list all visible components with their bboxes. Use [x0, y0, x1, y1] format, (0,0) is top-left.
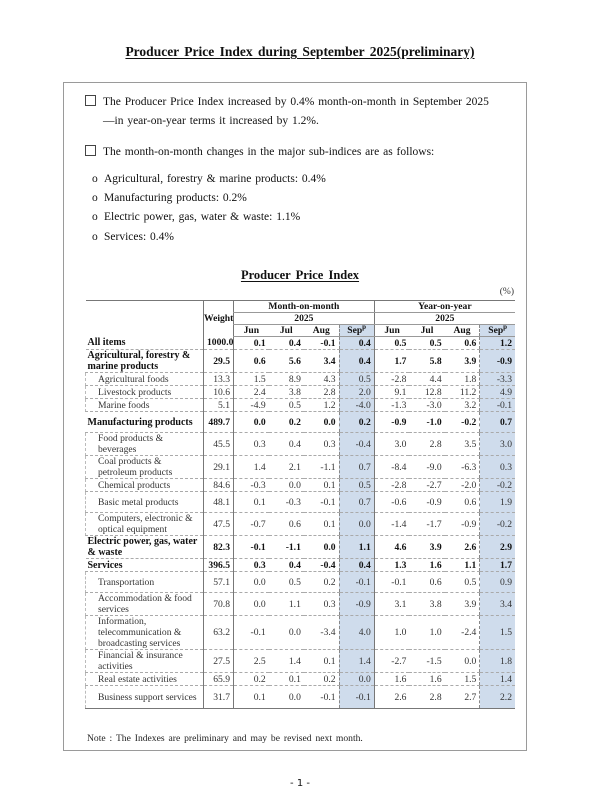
yoy-value-sep: 1.9 — [480, 492, 515, 513]
yoy-value-jun: 0.5 — [374, 337, 409, 350]
row-weight: 84.6 — [204, 479, 234, 492]
mom-value-aug: -3.4 — [304, 616, 339, 650]
yoy-value-jul: 3.9 — [409, 536, 444, 559]
yoy-value-jun: -1.3 — [374, 399, 409, 412]
row-weight: 10.6 — [204, 386, 234, 399]
mom-value-aug: 1.2 — [304, 399, 339, 412]
mom-month-header-aug: Aug — [304, 325, 339, 337]
mom-value-sep: -0.1 — [339, 686, 374, 709]
mom-value-sep: 0.2 — [339, 412, 374, 433]
yoy-value-aug: 1.8 — [445, 373, 480, 386]
yoy-value-jul: 0.6 — [409, 572, 444, 593]
mom-value-jun: -0.1 — [234, 536, 269, 559]
summary-paragraph-2: The month-on-month changes in the major sub-indices are as follows: — [85, 143, 525, 162]
row-label: Information, telecommunication & broadcasting services — [86, 616, 204, 650]
yoy-value-jul: 1.6 — [409, 673, 444, 686]
mom-value-jun: 1.4 — [234, 456, 269, 479]
row-weight: 1000.0 — [204, 337, 234, 350]
yoy-year-header: 2025 — [374, 313, 515, 325]
yoy-value-jul: -3.0 — [409, 399, 444, 412]
yoy-value-aug: 0.6 — [445, 337, 480, 350]
row-weight: 29.5 — [204, 350, 234, 373]
yoy-value-jun: -2.8 — [374, 479, 409, 492]
yoy-value-jul: 2.8 — [409, 686, 444, 709]
sub-index-bullet-list — [92, 170, 326, 247]
yoy-value-sep: 1.4 — [480, 673, 515, 686]
mom-value-sep: -0.9 — [339, 593, 374, 616]
mom-value-jun: -0.3 — [234, 479, 269, 492]
yoy-month-header-jul: Jul — [409, 325, 444, 337]
yoy-value-sep: 1.2 — [480, 337, 515, 350]
mom-value-aug: -0.1 — [304, 337, 339, 350]
row-label: Services — [86, 559, 204, 572]
mom-value-aug: 0.0 — [304, 412, 339, 433]
mom-value-aug: 3.4 — [304, 350, 339, 373]
row-label: Coal products & petroleum products — [86, 456, 204, 479]
mom-header: Month-on-month — [234, 301, 375, 313]
mom-value-jun: 2.4 — [234, 386, 269, 399]
table-row — [86, 479, 516, 492]
mom-value-jun: -0.7 — [234, 513, 269, 536]
row-label: Chemical products — [86, 479, 204, 492]
row-label: Agricultural, forestry & marine products — [86, 350, 204, 373]
bullet-marker-icon: o — [92, 173, 98, 185]
mom-value-jun: 0.0 — [234, 412, 269, 433]
row-label: Electric power, gas, water & waste — [86, 536, 204, 559]
mom-value-jul: 0.0 — [269, 479, 304, 492]
mom-value-jun: 0.2 — [234, 673, 269, 686]
table-row — [86, 492, 516, 513]
yoy-value-jul: -0.9 — [409, 492, 444, 513]
yoy-value-jul: -2.7 — [409, 479, 444, 492]
yoy-value-jul: -1.5 — [409, 650, 444, 673]
row-label: Livestock products — [86, 386, 204, 399]
mom-value-sep: -0.4 — [339, 433, 374, 456]
yoy-value-jun: 2.6 — [374, 686, 409, 709]
table-row — [86, 399, 516, 412]
table-row — [86, 559, 516, 572]
mom-value-sep: 0.0 — [339, 513, 374, 536]
row-label: Transportation — [86, 572, 204, 593]
yoy-value-jul: 1.6 — [409, 559, 444, 572]
yoy-value-aug: 2.7 — [445, 686, 480, 709]
yoy-header: Year-on-year — [374, 301, 515, 313]
mom-value-sep: -0.1 — [339, 572, 374, 593]
mom-value-sep: 0.5 — [339, 373, 374, 386]
yoy-value-aug: 3.2 — [445, 399, 480, 412]
yoy-value-aug: 3.9 — [445, 350, 480, 373]
yoy-value-sep: -0.2 — [480, 513, 515, 536]
mom-value-jun: 0.1 — [234, 686, 269, 709]
mom-value-aug: -0.4 — [304, 559, 339, 572]
yoy-value-aug: 0.5 — [445, 572, 480, 593]
yoy-value-sep: 2.9 — [480, 536, 515, 559]
bullet-marker-icon: o — [92, 230, 98, 243]
yoy-month-header-jun: Jun — [374, 325, 409, 337]
mom-value-sep: 2.0 — [339, 386, 374, 399]
yoy-value-sep: 4.9 — [480, 386, 515, 399]
mom-value-jun: 2.5 — [234, 650, 269, 673]
yoy-value-jun: -8.4 — [374, 456, 409, 479]
row-weight: 5.1 — [204, 399, 234, 412]
row-label: Real estate activities — [86, 673, 204, 686]
yoy-value-aug: 0.6 — [445, 492, 480, 513]
yoy-value-jul: 12.8 — [409, 386, 444, 399]
mom-value-sep: 4.0 — [339, 616, 374, 650]
yoy-value-aug: -2.0 — [445, 479, 480, 492]
table-row — [86, 536, 516, 559]
row-label: Accommodation & food services — [86, 593, 204, 616]
row-label: Business support services — [86, 686, 204, 709]
mom-value-jul: 0.4 — [269, 433, 304, 456]
yoy-value-jun: -0.6 — [374, 492, 409, 513]
yoy-value-jun: 1.3 — [374, 559, 409, 572]
mom-value-jul: 0.2 — [269, 412, 304, 433]
mom-value-jun: 0.6 — [234, 350, 269, 373]
yoy-value-sep: -0.9 — [480, 350, 515, 373]
yoy-value-aug: -6.3 — [445, 456, 480, 479]
table-row — [86, 616, 516, 650]
mom-year-header: 2025 — [234, 313, 375, 325]
yoy-value-jul: 5.8 — [409, 350, 444, 373]
yoy-value-jun: -0.1 — [374, 572, 409, 593]
yoy-value-aug: -2.4 — [445, 616, 480, 650]
mom-value-aug: 0.2 — [304, 673, 339, 686]
unit-label: (%) — [499, 287, 514, 297]
row-weight: 13.3 — [204, 373, 234, 386]
table-row — [86, 386, 516, 399]
bullet-item: o Manufacturing products: 0.2% — [92, 189, 326, 208]
mom-value-aug: -0.1 — [304, 686, 339, 709]
mom-value-jul: 0.0 — [269, 686, 304, 709]
row-weight: 57.1 — [204, 572, 234, 593]
yoy-value-aug: 1.1 — [445, 559, 480, 572]
checkbox-square-icon — [85, 145, 96, 156]
preliminary-mark: p — [503, 323, 508, 331]
yoy-value-aug: -0.2 — [445, 412, 480, 433]
mom-value-aug: 4.3 — [304, 373, 339, 386]
yoy-value-sep: 0.9 — [480, 572, 515, 593]
row-weight: 27.5 — [204, 650, 234, 673]
mom-value-sep: 0.4 — [339, 559, 374, 572]
mom-value-jun: 1.5 — [234, 373, 269, 386]
row-label: All items — [86, 337, 204, 350]
yoy-value-jul: 1.0 — [409, 616, 444, 650]
yoy-value-aug: 1.5 — [445, 673, 480, 686]
mom-value-jul: 0.1 — [269, 673, 304, 686]
row-weight: 396.5 — [204, 559, 234, 572]
table-row — [86, 513, 516, 536]
row-label: Marine foods — [86, 399, 204, 412]
yoy-value-sep: -3.3 — [480, 373, 515, 386]
table-row — [86, 433, 516, 456]
mom-value-jun: 0.1 — [234, 492, 269, 513]
yoy-value-jul: 2.8 — [409, 433, 444, 456]
yoy-value-sep: 0.7 — [480, 412, 515, 433]
mom-month-header-jun: Jun — [234, 325, 269, 337]
mom-value-aug: -1.1 — [304, 456, 339, 479]
mom-value-sep: 1.1 — [339, 536, 374, 559]
row-label: Basic metal products — [86, 492, 204, 513]
mom-value-jun: 0.0 — [234, 593, 269, 616]
mom-value-jul: 0.0 — [269, 616, 304, 650]
checkbox-square-icon — [85, 95, 96, 106]
row-label: Financial & insurance activities — [86, 650, 204, 673]
row-weight: 29.1 — [204, 456, 234, 479]
mom-value-sep: 0.7 — [339, 492, 374, 513]
mom-value-jul: 2.1 — [269, 456, 304, 479]
mom-value-aug: 0.3 — [304, 593, 339, 616]
row-label: Food products & beverages — [86, 433, 204, 456]
yoy-value-jun: 1.0 — [374, 616, 409, 650]
table-row — [86, 373, 516, 386]
yoy-value-jun: 9.1 — [374, 386, 409, 399]
row-weight: 45.5 — [204, 433, 234, 456]
yoy-value-jun: 3.0 — [374, 433, 409, 456]
yoy-value-jun: 1.6 — [374, 673, 409, 686]
label-header — [86, 301, 204, 337]
bullet-marker-icon: o — [92, 192, 98, 205]
bullet-item: o Agricultural, forestry & marine products: 0.4% — [92, 170, 326, 189]
row-weight: 31.7 — [204, 686, 234, 709]
row-weight: 489.7 — [204, 412, 234, 433]
mom-value-jun: 0.0 — [234, 572, 269, 593]
mom-value-jul: 0.5 — [269, 572, 304, 593]
yoy-value-sep: -0.1 — [480, 399, 515, 412]
mom-value-jul: 0.5 — [269, 399, 304, 412]
yoy-value-aug: 3.5 — [445, 433, 480, 456]
row-weight: 65.9 — [204, 673, 234, 686]
mom-value-jun: 0.3 — [234, 559, 269, 572]
yoy-value-jun: 1.7 — [374, 350, 409, 373]
yoy-value-sep: -0.2 — [480, 479, 515, 492]
mom-value-jul: 5.6 — [269, 350, 304, 373]
yoy-value-sep: 1.8 — [480, 650, 515, 673]
table-title: Producer Price Index — [240, 268, 360, 282]
mom-value-jul: 3.8 — [269, 386, 304, 399]
bullet-item: o Electric power, gas, water & waste: 1.1% — [92, 208, 326, 227]
summary-paragraph-1-continuation: —in year-on-year terms it increased by 1.2%. — [103, 115, 319, 127]
yoy-value-jun: -1.4 — [374, 513, 409, 536]
mom-value-sep: 0.4 — [339, 337, 374, 350]
mom-value-jun: -4.9 — [234, 399, 269, 412]
mom-value-jun: -0.1 — [234, 616, 269, 650]
bullet-item: o Services: 0.4% — [92, 228, 326, 247]
mom-month-header-sep: Sep$^p$ — [339, 325, 374, 337]
yoy-value-jul: 4.4 — [409, 373, 444, 386]
bullet-marker-icon: o — [92, 211, 98, 224]
yoy-month-header-sep: Sep$^p$ — [480, 325, 515, 337]
summary-paragraph-1: The Producer Price Index increased by 0.4% month-on-month in September 2025 —in year-on-year terms it increased by 1.2%. — [85, 93, 525, 131]
yoy-value-sep: 1.5 — [480, 616, 515, 650]
mom-value-aug: 0.2 — [304, 572, 339, 593]
yoy-value-sep: 3.4 — [480, 593, 515, 616]
mom-value-jul: 8.9 — [269, 373, 304, 386]
yoy-month-header-aug: Aug — [445, 325, 480, 337]
yoy-value-jun: -2.8 — [374, 373, 409, 386]
yoy-value-aug: 2.6 — [445, 536, 480, 559]
preliminary-mark: p — [362, 323, 367, 331]
mom-value-sep: 0.7 — [339, 456, 374, 479]
yoy-value-jun: 3.1 — [374, 593, 409, 616]
mom-value-jul: -0.3 — [269, 492, 304, 513]
mom-value-jun: 0.1 — [234, 337, 269, 350]
table-row — [86, 686, 516, 709]
mom-value-jul: 1.1 — [269, 593, 304, 616]
mom-value-jun: 0.3 — [234, 433, 269, 456]
yoy-value-aug: 3.9 — [445, 593, 480, 616]
yoy-value-aug: 0.0 — [445, 650, 480, 673]
table-row — [86, 650, 516, 673]
mom-value-sep: 1.4 — [339, 650, 374, 673]
yoy-value-jul: 3.8 — [409, 593, 444, 616]
table-row — [86, 572, 516, 593]
yoy-value-jul: -1.7 — [409, 513, 444, 536]
mom-value-aug: -0.1 — [304, 492, 339, 513]
mom-value-aug: 0.1 — [304, 650, 339, 673]
mom-value-sep: 0.4 — [339, 350, 374, 373]
yoy-value-sep: 0.3 — [480, 456, 515, 479]
ppi-table — [85, 300, 515, 709]
page-number: - 1 - — [290, 778, 310, 789]
table-row — [86, 337, 516, 350]
table-row — [86, 412, 516, 433]
mom-value-sep: -4.0 — [339, 399, 374, 412]
yoy-value-jun: -0.9 — [374, 412, 409, 433]
yoy-value-sep: 2.2 — [480, 686, 515, 709]
table-row — [86, 350, 516, 373]
row-label: Agricultural foods — [86, 373, 204, 386]
mom-value-aug: 2.8 — [304, 386, 339, 399]
document-title: Producer Price Index during September 2025(preliminary) — [125, 44, 475, 59]
yoy-value-jun: 4.6 — [374, 536, 409, 559]
row-label: Manufacturing products — [86, 412, 204, 433]
row-weight: 48.1 — [204, 492, 234, 513]
yoy-value-jul: -9.0 — [409, 456, 444, 479]
row-weight: 82.3 — [204, 536, 234, 559]
yoy-value-jul: 0.5 — [409, 337, 444, 350]
mom-value-aug: 0.1 — [304, 513, 339, 536]
mom-value-aug: 0.3 — [304, 433, 339, 456]
mom-value-jul: 0.4 — [269, 559, 304, 572]
row-label: Computers, electronic & optical equipment — [86, 513, 204, 536]
mom-value-jul: 0.4 — [269, 337, 304, 350]
table-note: Note : The Indexes are preliminary and may be revised next month. — [87, 733, 363, 744]
mom-value-jul: 1.4 — [269, 650, 304, 673]
row-weight: 47.5 — [204, 513, 234, 536]
mom-value-sep: 0.5 — [339, 479, 374, 492]
yoy-value-aug: -0.9 — [445, 513, 480, 536]
mom-value-jul: 0.6 — [269, 513, 304, 536]
row-weight: 70.8 — [204, 593, 234, 616]
yoy-value-sep: 1.7 — [480, 559, 515, 572]
table-row — [86, 673, 516, 686]
yoy-value-jul: -1.0 — [409, 412, 444, 433]
mom-value-aug: 0.1 — [304, 479, 339, 492]
yoy-value-jun: -2.7 — [374, 650, 409, 673]
mom-month-header-jul: Jul — [269, 325, 304, 337]
row-weight: 63.2 — [204, 616, 234, 650]
mom-value-aug: 0.0 — [304, 536, 339, 559]
table-row — [86, 456, 516, 479]
yoy-value-sep: 3.0 — [480, 433, 515, 456]
table-row — [86, 593, 516, 616]
weight-header: Weight — [204, 301, 234, 337]
mom-value-sep: 0.0 — [339, 673, 374, 686]
mom-value-jul: -1.1 — [269, 536, 304, 559]
yoy-value-aug: 11.2 — [445, 386, 480, 399]
